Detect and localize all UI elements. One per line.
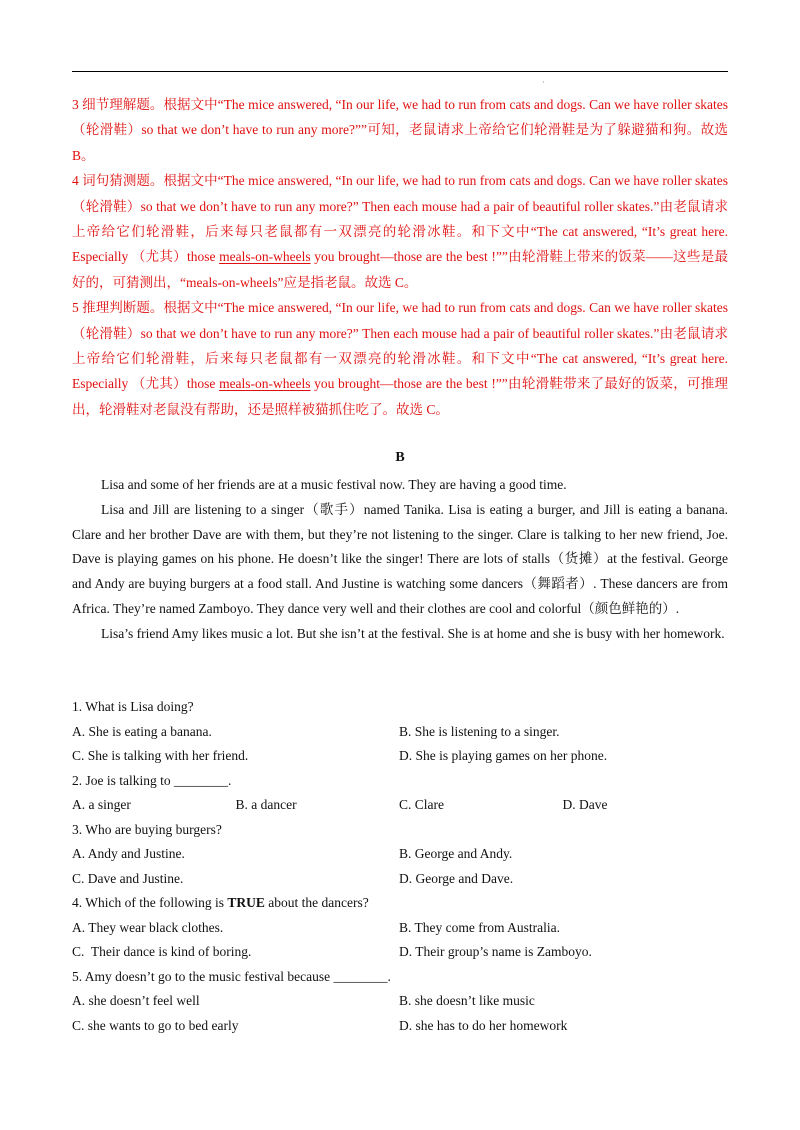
options-row [72,940,728,965]
questions [72,695,728,1038]
passage-paragraph: Lisa and some of her friends are at a music festival now. They are having a good time. [101,477,567,492]
passage-paragraph: Lisa’s friend Amy likes music a lot. But she isn’t at the festival. She is at home and she is busy with her homework. [101,625,725,641]
option: C. Dave and Justine. [72,870,184,886]
option: C. She is talking with her friend. [72,748,249,763]
option: B. They come from Australia. [399,919,560,935]
question-5: 5. Amy doesn’t go to the music festival because ________. [72,968,391,984]
option: B. George and Andy. [399,846,513,861]
option: D. she has to do her homework [399,1017,568,1033]
passage-paragraph: Lisa and Jill are listening to a singer（歌手）named Tanika. Lisa is eating a burger, and Jill is eating a banana. Clare and her brother Dave are with them, but they’re not listening to the singer. Clare is talking to her new friend, Joe. Dave is playing games on his phone. He doesn’t like the singer! There are lots of stalls（货摊）at the festival. George and Andy are buying burgers at a food stall. And Justine is watching some dancers（舞蹈者）. These dancers are from Africa. They’re named Zamboyo. They dance very well and their clothes are cool and colorful（颜色鲜艳的）. [72,501,728,616]
option: A. she doesn’t feel well [72,993,200,1008]
options-row [72,989,728,1014]
emphasis-true: TRUE [227,895,265,910]
options-row [72,867,728,892]
answer-explanations [72,92,728,422]
underlined-phrase: meals-on-wheels [219,376,311,392]
options-row [72,916,728,941]
reading-passage [72,473,728,647]
option: C. she wants to go to bed early [72,1017,239,1033]
header-rule [72,71,728,72]
header-dot: · [542,78,545,87]
option: D. Their group’s name is Zamboyo. [399,944,592,959]
explanation-3: 3 细节理解题。根据文中“The mice answered, “In our life, we had to run from cats and dogs. Can we have roller skates（轮滑鞋）so that we don’t have to run any more?””可知，老鼠请求上帝给它们轮滑鞋是为了躲避猫和狗。故选 B。 [72,97,728,163]
question-1: 1. What is Lisa doing? [72,699,194,714]
question-2: 2. Joe is talking to ________. [72,772,232,788]
section-title: B [395,450,405,465]
option: A. She is eating a banana. [72,723,212,739]
option: D. She is playing games on her phone. [399,748,608,763]
option: A. Andy and Justine. [72,846,185,861]
options-row [72,842,728,867]
option: C. Their dance is kind of boring. [72,944,252,959]
option: B. She is listening to a singer. [399,723,560,739]
option: A. They wear black clothes. [72,919,224,935]
option: A. a singer [72,797,131,812]
options-row [72,1014,728,1039]
question-3: 3. Who are buying burgers? [72,821,222,837]
explanation-5: 5 推理判断题。根据文中“The mice answered, “In our life, we had to run from cats and dogs. Can we have roller skates（轮滑鞋）so that we don’t have to run any more?” Then each mouse had a pair of beautiful roller skates.”由老鼠请求上帝给它们轮滑鞋，后来每只老鼠都有一双漂亮的轮滑冰鞋。和下文中“The cat answered, “It’s great here. Especially （尤其）those meals-on-wheels you brought—those are the best !””由轮滑鞋带来了最好的饭菜，可推理出，轮滑鞋对老鼠没有帮助，还是照样被猫抓住吃了。故选 C。 [72,300,728,417]
options-row [72,744,728,769]
question-4: 4. Which of the following is TRUE about the dancers? [72,895,369,910]
option: C. Clare [399,797,444,812]
option: B. she doesn’t like music [399,993,535,1008]
options-row [72,720,728,745]
options-row [72,793,728,818]
explanation-4: 4 词句猜测题。根据文中“The mice answered, “In our life, we had to run from cats and dogs. Can we have roller skates（轮滑鞋）so that we don’t have to run any more?” Then each mouse had a pair of beautiful roller skates.”由老鼠请求上帝给它们轮滑鞋，后来每只老鼠都有一双漂亮的轮滑冰鞋。和下文中“The cat answered, “It’s great here. Especially （尤其）those meals-on-wheels you brought—those are the best !””由轮滑鞋上带来的饭菜——这些是最好的，可猜测出，“meals-on-wheels”应是指老鼠。故选 C。 [72,173,728,290]
option: B. a dancer [235,797,297,812]
option: D. Dave [562,797,608,812]
underlined-phrase: meals-on-wheels [219,249,311,265]
option: D. George and Dave. [399,870,514,886]
